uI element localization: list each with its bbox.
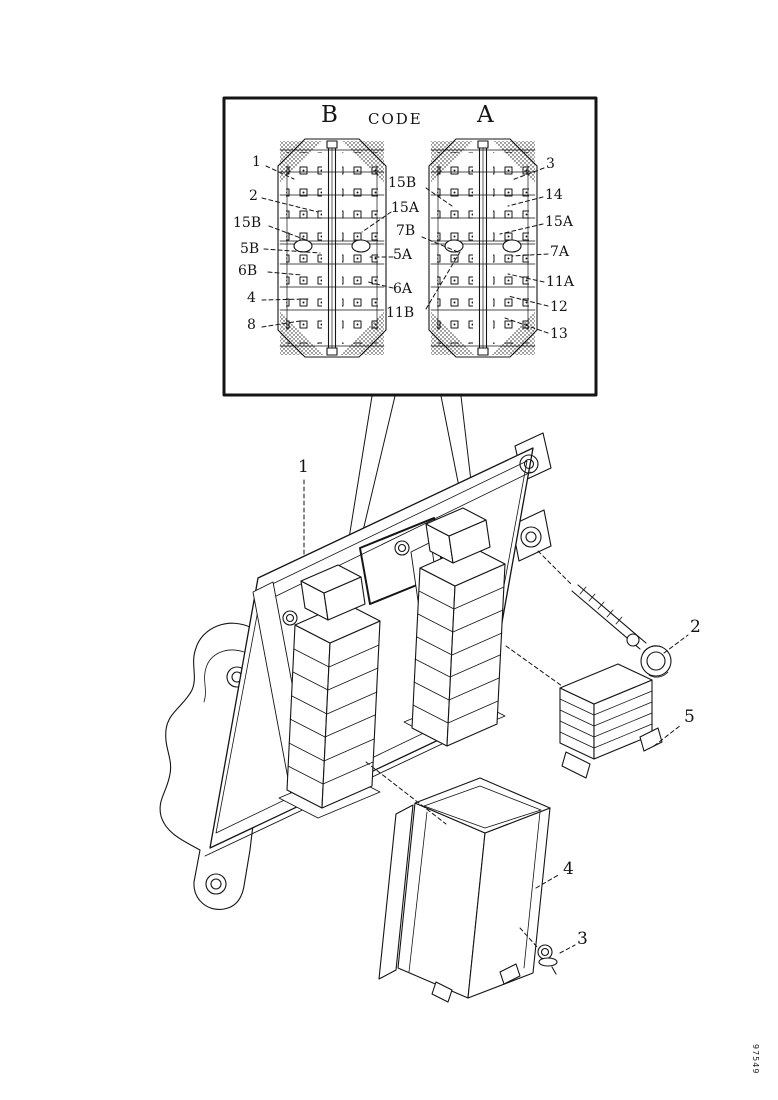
connector-part-5 <box>560 664 662 778</box>
screw-part <box>538 945 557 974</box>
part-callout-3: 3 <box>577 929 588 949</box>
cover-part <box>379 778 550 1002</box>
inset-pin-label: 13 <box>550 326 568 342</box>
inset-pin-label: 14 <box>545 187 563 203</box>
connector-b-face <box>278 139 386 357</box>
part-callout-1: 1 <box>298 457 309 477</box>
connector-a-heading: A <box>477 102 494 128</box>
inset-pin-label: 15A <box>545 214 573 230</box>
inset-pin-label: 15A <box>391 200 419 216</box>
inset-pin-label: 15B <box>388 175 417 191</box>
drawing-id: 97549 <box>751 1044 760 1075</box>
inset-pin-label: 7A <box>550 244 570 260</box>
inset-pin-label: 7B <box>396 223 416 239</box>
connector-b-heading: B <box>321 102 338 128</box>
part-callout-4: 4 <box>563 859 574 879</box>
inset-pin-label: 6B <box>238 263 258 279</box>
inset-pin-label: 12 <box>550 299 568 315</box>
part-callout-2: 2 <box>690 617 701 637</box>
inset-pin-label: 8 <box>247 317 256 333</box>
inset-pin-label: 5A <box>393 247 413 263</box>
connector-a-face <box>429 139 537 357</box>
part-callout-5: 5 <box>684 707 695 727</box>
bolt-part <box>572 585 671 677</box>
inset-pin-label: 11B <box>386 305 415 321</box>
inset-pin-label: 15B <box>233 215 262 231</box>
inset-pin-label: 11A <box>546 274 574 290</box>
inset-pin-label: 4 <box>247 290 256 306</box>
inset-pin-label: 1 <box>252 154 261 170</box>
inset-pin-label: 6A <box>393 281 413 297</box>
code-heading: CODE <box>368 110 423 128</box>
inset-pin-label: 2 <box>249 188 258 204</box>
inset-pin-label: 3 <box>546 156 555 172</box>
inset-pin-label: 5B <box>240 241 260 257</box>
